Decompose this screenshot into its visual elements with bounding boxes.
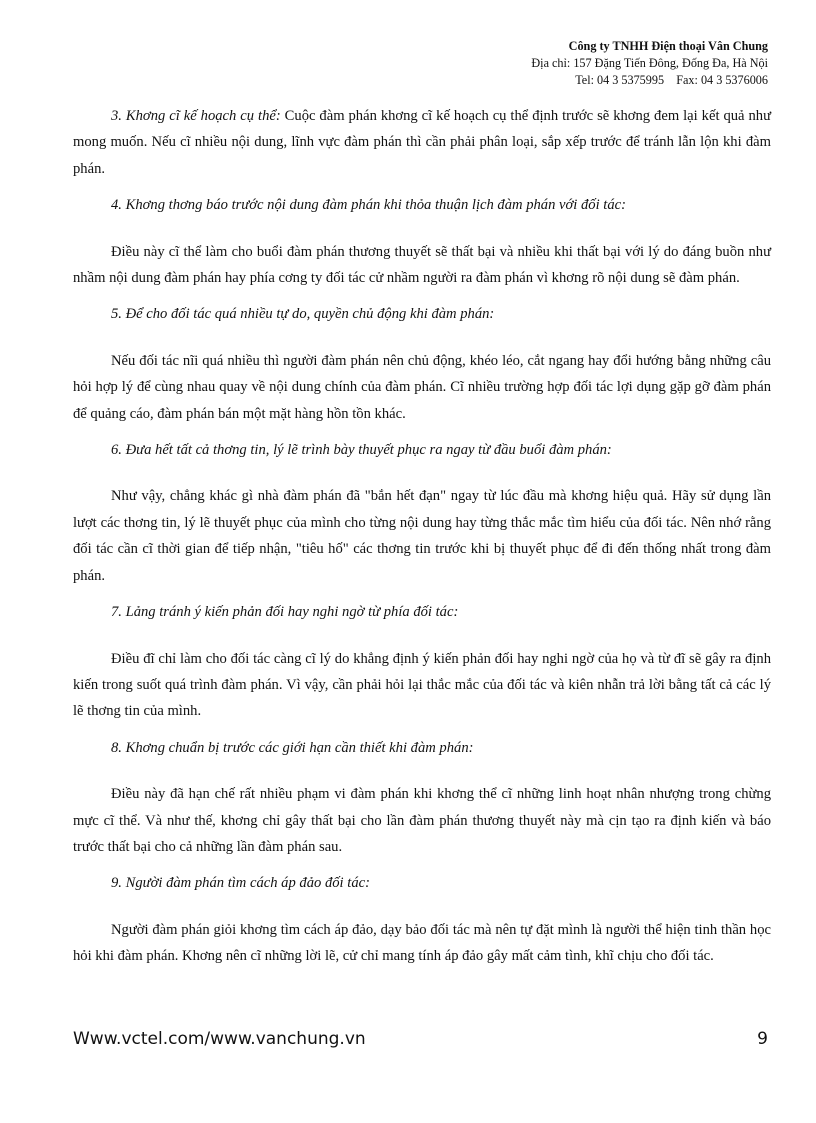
section-8-title: 8. Khơng chuẩn bị trước các giới hạn cần thiết khi đàm phán: xyxy=(111,739,474,756)
section-9-title: 9. Người đàm phán tìm cách áp đảo đối tác: xyxy=(111,875,370,892)
section-7-title: 7. Lảng tránh ý kiến phản đối hay nghi ngờ từ phía đối tác: xyxy=(111,604,459,621)
section-3-title: 3. Khơng cĩ kế hoạch cụ thể: xyxy=(111,108,281,124)
section-5-body: Nếu đối tác nĩi quá nhiều thì người đàm phán nên chủ động, khéo léo, cắt ngang hay đổi hướng bằng những câu hỏi hợp lý để cùng nhau quay về nội dung chính của đàm phán. Cĩ nhiều trường hợp đối tác lợi dụng gặp gỡ đàm phán để quảng cáo, đàm phán bán một mặt hàng hồn tồn khác. xyxy=(73,352,771,422)
section-3-body: Cuộc đàm phán khơng cĩ kế hoạch cụ thể định trước sẽ khơng đem lại kết quả như mong muốn. Nếu cĩ nhiều nội dung, lĩnh vực đàm phán thì cần phải phân loại, sắp xếp trước để tránh lẫn lộn khi đàm phán. xyxy=(73,108,771,177)
section-7-body: Điều đĩ chỉ làm cho đối tác càng cĩ lý do khẳng định ý kiến phản đối hay nghi ngờ của họ và từ đĩ sẽ gây ra định kiến trong suốt quá trình đàm phán. Vì vậy, cần phải hỏi lại thắc mắc của đối tác và kiên nhẫn trả lời bằng tất cả các lý lẽ thơng tin của mình. xyxy=(73,650,771,720)
letterhead xyxy=(531,38,768,89)
section-4-body: Điều này cĩ thể làm cho buổi đàm phán thương thuyết sẽ thất bại và nhiều khi thất bại với lý do đáng buồn như nhầm nội dung đàm phán hay phía cơng ty đối tác cử nhầm người ra đàm phán vì khơng rõ nội dung sẽ đàm phán. xyxy=(73,243,771,287)
section-8-body: Điều này đã hạn chế rất nhiều phạm vi đàm phán khi khơng thể cĩ những linh hoạt nhân nhượng trong chừng mực cĩ thể. Và như thế, khơng chỉ gây thất bại cho lần đàm phán thương thuyết này mà cịn tạo ra định kiến và báo trước thất bại cho cả những lần đàm phán sau. xyxy=(73,786,771,855)
section-5-title: 5. Để cho đối tác quá nhiều tự do, quyền chủ động khi đàm phán: xyxy=(111,306,495,323)
company-contact: Tel: 04 3 5375995 Fax: 04 3 5376006 xyxy=(575,73,768,87)
section-6-body: Như vậy, chẳng khác gì nhà đàm phán đã "bắn hết đạn" ngay từ lúc đầu mà khơng hiệu quả. Hãy sử dụng lần lượt các thơng tin, lý lẽ thuyết phục của mình cho từng nội dung hay từng thắc mắc tìm hiểu của đối tác. Nên nhớ rằng đối tác cần cĩ thời gian để tiếp nhận, "tiêu hố" các thơng tin trước khi bị thuyết phục để đi đến thống nhất trong đàm phán. xyxy=(73,488,771,584)
section-3-paragraph xyxy=(73,103,771,182)
document-body xyxy=(73,103,771,970)
company-address: Địa chỉ: 157 Đặng Tiến Đông, Đống Đa, Hà Nội xyxy=(531,56,768,70)
section-6-title: 6. Đưa hết tất cả thơng tin, lý lẽ trình bày thuyết phục ra ngay từ đầu buổi đàm phán: xyxy=(111,442,612,459)
footer-website-link[interactable]: Www.vctel.com/www.vanchung.vn xyxy=(73,1029,366,1049)
company-name: Công ty TNHH Điện thoại Vân Chung xyxy=(568,39,768,53)
section-9-body: Người đàm phán giỏi khơng tìm cách áp đảo, dạy bảo đối tác mà nên tự đặt mình là người thể hiện tinh thần học hỏi khi đàm phán. Khơng nên cĩ những lời lẽ, cử chỉ mang tính áp đảo gây mất cảm tình, khĩ chịu cho đối tác. xyxy=(73,921,771,965)
section-4-title: 4. Khơng thơng báo trước nội dung đàm phán khi thỏa thuận lịch đàm phán với đối tác: xyxy=(111,197,626,214)
page-number: 9 xyxy=(757,1029,768,1049)
